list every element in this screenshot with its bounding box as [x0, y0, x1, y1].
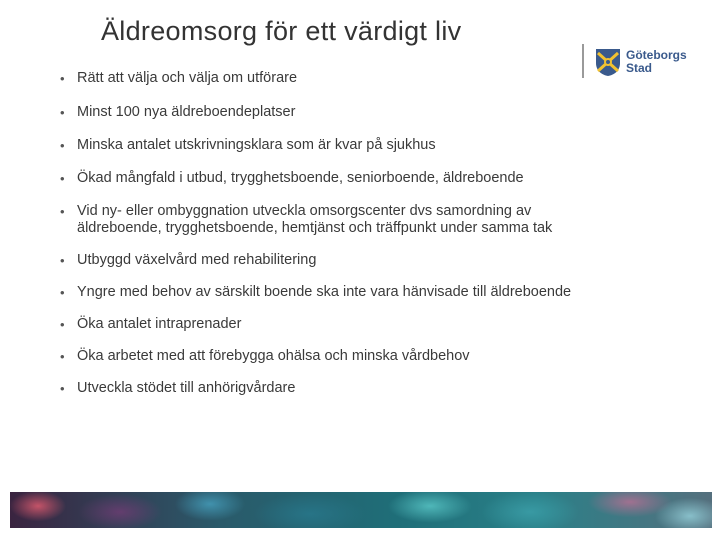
logo-text-line2: Stad — [626, 61, 653, 75]
logo-wordmark — [626, 49, 687, 75]
bullet-item: • Minst 100 nya äldreboendeplatser — [60, 104, 295, 121]
bullet-item: • Ökad mångfald i utbud, trygghetsboende, seniorboende, äldreboende — [60, 170, 524, 187]
logo-divider — [582, 44, 584, 78]
bullet-item: • Yngre med behov av särskilt boende ska inte vara hänvisade till äldreboende — [60, 284, 571, 301]
bullet-item: • Rätt att välja och välja om utförare — [60, 70, 297, 87]
slide-title: Äldreomsorg för ett värdigt liv — [101, 16, 462, 46]
goteborgs-stad-logo — [582, 44, 692, 80]
goteborg-crest-icon — [594, 47, 622, 77]
bullet-item: • Öka antalet intraprenader — [60, 316, 241, 333]
logo-text-line1: Göteborgs — [626, 48, 687, 62]
bullet-item: • Minska antalet utskrivningsklara som är kvar på sjukhus — [60, 137, 436, 154]
bullet-item: • Öka arbetet med att förebygga ohälsa och minska vårdbehov — [60, 348, 470, 365]
decorative-bokeh-banner — [10, 492, 712, 528]
bullet-item: • Vid ny- eller ombyggnation utveckla omsorgscenter dvs samordning av äldreboende, trygghetsboende, hemtjänst och träffpunkt under samma tak — [60, 203, 617, 237]
bullet-item: • Utbyggd växelvård med rehabilitering — [60, 252, 316, 269]
bullet-item: • Utveckla stödet till anhörigvårdare — [60, 380, 295, 397]
